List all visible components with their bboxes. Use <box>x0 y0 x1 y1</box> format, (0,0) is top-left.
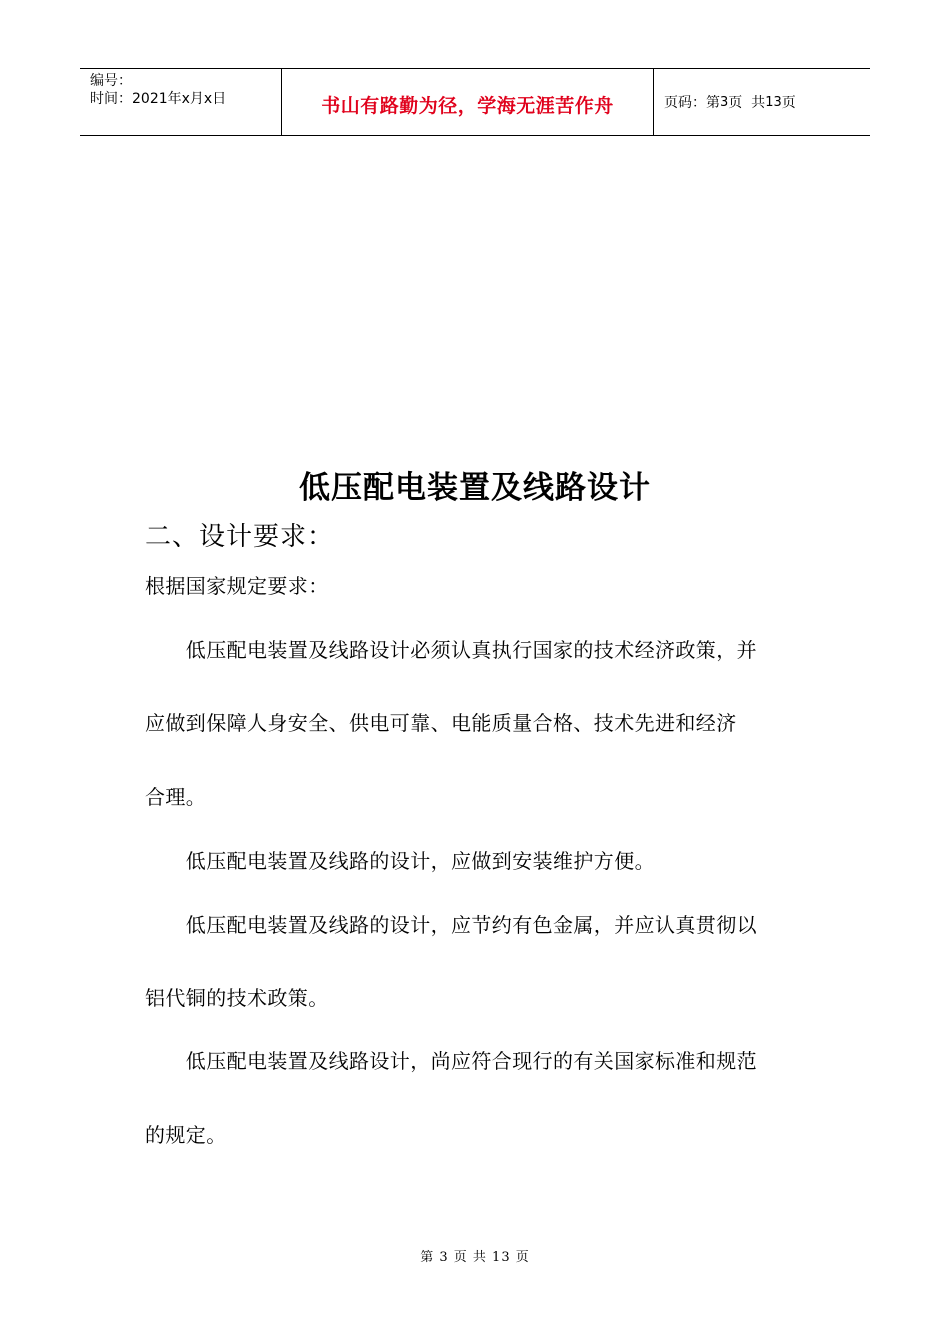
document-number-label: 编号： <box>90 73 132 89</box>
body-line: 合理。 <box>145 785 207 809</box>
body-line: 低压配电装置及线路的设计，应做到安装维护方便。 <box>145 849 655 873</box>
header-motto-cell <box>282 69 654 135</box>
body-line: 根据国家规定要求： <box>145 574 329 598</box>
header-page-cell <box>654 69 870 135</box>
body-line: 低压配电装置及线路的设计，应节约有色金属，并应认真贯彻以 <box>145 913 757 937</box>
body-line: 的规定。 <box>145 1123 227 1147</box>
page-header <box>80 68 870 136</box>
document-title: 低压配电装置及线路设计 <box>299 470 651 506</box>
body-line: 低压配电装置及线路设计，尚应符合现行的有关国家标准和规范 <box>145 1049 757 1073</box>
page-suffix: 页 <box>781 95 796 111</box>
header-motto: 书山有路勤为径，学海无涯苦作舟 <box>321 94 614 117</box>
section-heading: 二、设计要求： <box>145 522 335 552</box>
body-line: 低压配电装置及线路设计必须认真执行国家的技术经济政策，并 <box>145 638 757 662</box>
header-meta-cell <box>80 69 282 135</box>
body-line: 应做到保障人身安全、供电可靠、电能质量合格、技术先进和经济 <box>145 711 737 735</box>
page-current: 3 <box>720 94 729 110</box>
document-date: 时间：2021年x月x日 <box>90 91 227 107</box>
page-prefix: 页码：第 <box>664 95 720 111</box>
body-line: 铝代铜的技术政策。 <box>145 986 329 1010</box>
page-footer: 第 3 页 共 13 页 <box>420 1250 530 1265</box>
page-mid: 页 共 <box>728 95 766 111</box>
page-total: 13 <box>765 94 782 110</box>
